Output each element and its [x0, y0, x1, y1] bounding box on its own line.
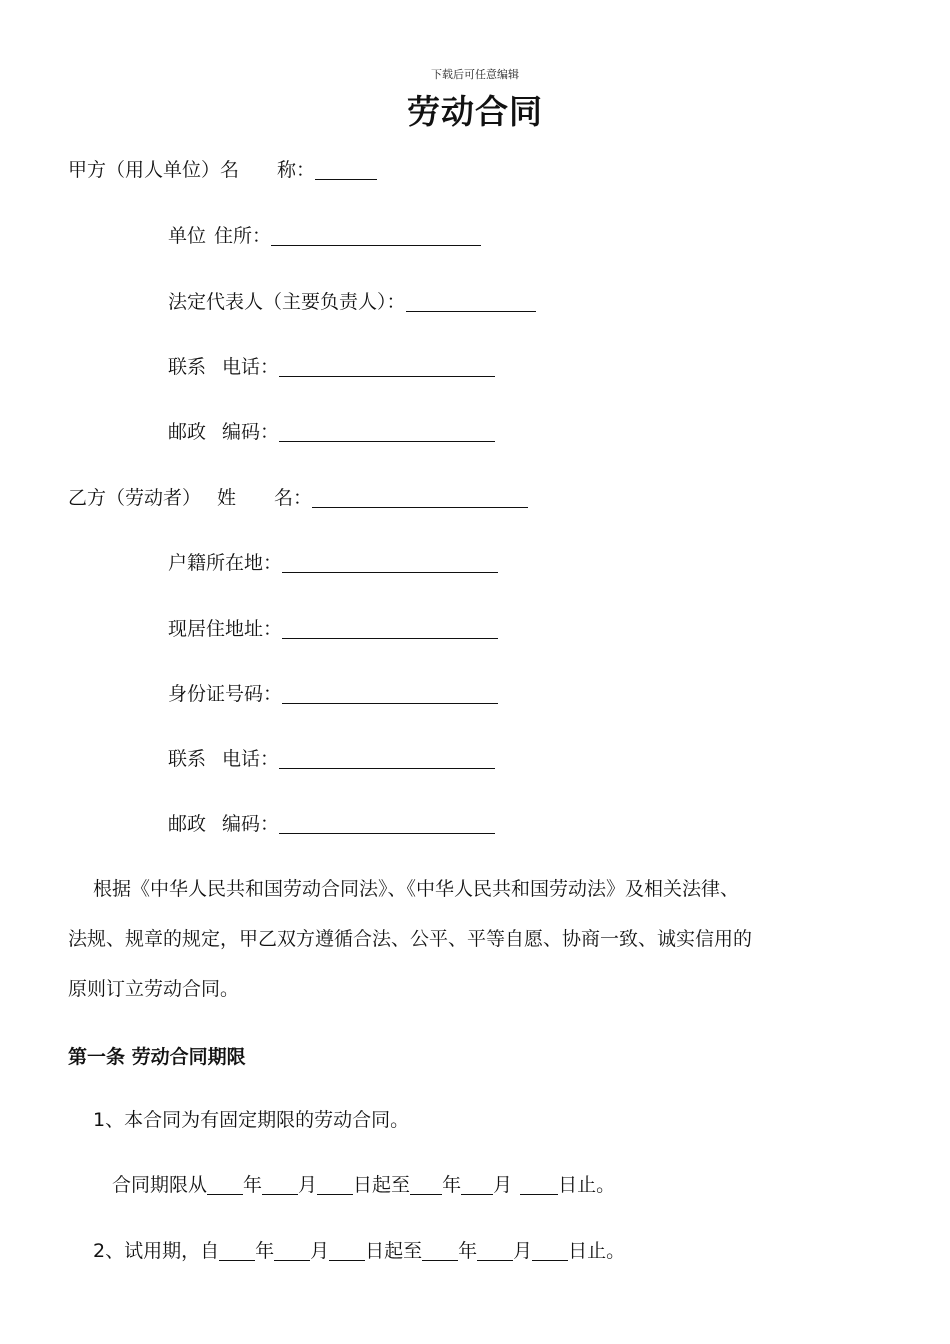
party-a-phone-label-1: 联系 — [168, 356, 207, 378]
probation-year2-label: 年 — [458, 1240, 478, 1262]
party-b-id-row — [168, 682, 498, 706]
probation-month2-label: 月 — [513, 1240, 533, 1262]
party-a-legal-rep-row — [168, 290, 536, 314]
party-b-household-label: 户籍所在地： — [168, 552, 283, 574]
article-1-title: 第一条 劳动合同期限 — [68, 1046, 246, 1068]
contract-end-year-field[interactable] — [410, 1176, 442, 1195]
party-b-residence-field[interactable] — [282, 620, 498, 639]
party-a-heading: 甲方（用人单位）名 — [68, 159, 240, 181]
probation-end-day-field[interactable] — [532, 1242, 568, 1261]
probation-end-year-field[interactable] — [422, 1242, 458, 1261]
party-b-postcode-row — [168, 812, 495, 836]
party-a-legal-rep-label: 法定代表人（主要负责人）： — [168, 291, 406, 313]
preamble-line-1: 根据《中华人民共和国劳动合同法》、《中华人民共和国劳动法》及相关法律、 — [93, 878, 740, 900]
probation-row — [93, 1239, 625, 1263]
party-a-postcode-label-1: 邮政 — [168, 421, 207, 443]
party-b-phone-label-1: 联系 — [168, 748, 207, 770]
contract-year2-label: 年 — [442, 1174, 462, 1196]
party-a-address-field[interactable] — [271, 227, 481, 246]
probation-start-year-field[interactable] — [219, 1242, 255, 1261]
party-b-id-field[interactable] — [282, 685, 498, 704]
party-a-name-label: 称： — [277, 159, 316, 181]
party-a-postcode-field[interactable] — [279, 423, 495, 442]
contract-year-label: 年 — [243, 1174, 263, 1196]
document-title: 劳动合同 — [407, 92, 543, 131]
contract-end-day-field[interactable] — [520, 1176, 558, 1195]
header-note: 下载后可任意编辑 — [431, 68, 519, 81]
probation-end-label: 日止。 — [568, 1240, 626, 1262]
party-b-phone-field[interactable] — [279, 750, 495, 769]
probation-prefix: 2、试用期，自 — [93, 1240, 220, 1262]
party-a-postcode-row — [168, 420, 495, 444]
probation-start-month-field[interactable] — [274, 1242, 310, 1261]
probation-year-label: 年 — [255, 1240, 275, 1262]
party-a-phone-field[interactable] — [279, 358, 495, 377]
party-b-phone-label-2: 电话： — [222, 748, 280, 770]
party-a-address-label-1: 单位 — [168, 225, 207, 247]
article-1-item-1: 1、本合同为有固定期限的劳动合同。 — [93, 1109, 410, 1131]
party-b-heading: 乙方（劳动者） — [68, 487, 202, 509]
party-b-household-field[interactable] — [282, 554, 498, 573]
party-b-household-row — [168, 551, 498, 575]
contract-month-label: 月 — [298, 1174, 318, 1196]
contract-end-month-field[interactable] — [461, 1176, 493, 1195]
party-a-phone-label-2: 电话： — [222, 356, 280, 378]
contract-start-month-field[interactable] — [262, 1176, 298, 1195]
preamble-line-2: 法规、规章的规定，甲乙双方遵循合法、公平、平等自愿、协商一致、诚实信用的 — [68, 928, 753, 950]
party-b-postcode-label-1: 邮政 — [168, 813, 207, 835]
contract-day-start-label: 日起至 — [353, 1174, 411, 1196]
party-a-postcode-label-2: 编码： — [222, 421, 280, 443]
party-b-residence-label: 现居住地址： — [168, 618, 283, 640]
party-a-name-field[interactable] — [315, 161, 377, 180]
party-a-address-label-2: 住所： — [214, 225, 272, 247]
party-b-postcode-field[interactable] — [279, 815, 495, 834]
contract-start-year-field[interactable] — [207, 1176, 243, 1195]
party-a-address-row — [168, 224, 481, 248]
probation-month-label: 月 — [310, 1240, 330, 1262]
party-b-id-label: 身份证号码： — [168, 683, 283, 705]
contract-start-day-field[interactable] — [317, 1176, 353, 1195]
party-b-residence-row — [168, 617, 498, 641]
party-a-name-row — [68, 158, 377, 182]
contract-period-row — [112, 1173, 615, 1197]
party-a-phone-row — [168, 355, 495, 379]
contract-month2-label: 月 — [493, 1174, 513, 1196]
party-b-name-row — [68, 486, 528, 510]
probation-day-start-label: 日起至 — [365, 1240, 423, 1262]
party-b-postcode-label-2: 编码： — [222, 813, 280, 835]
party-b-name-label-1: 姓 — [217, 487, 237, 509]
party-b-name-label-2: 名： — [274, 487, 313, 509]
probation-end-month-field[interactable] — [477, 1242, 513, 1261]
party-a-legal-rep-field[interactable] — [406, 293, 536, 312]
contract-end-label: 日止。 — [558, 1174, 616, 1196]
probation-start-day-field[interactable] — [329, 1242, 365, 1261]
contract-period-prefix: 合同期限从 — [112, 1174, 208, 1196]
party-b-phone-row — [168, 747, 495, 771]
party-b-name-field[interactable] — [312, 489, 528, 508]
preamble-line-3: 原则订立劳动合同。 — [68, 978, 240, 1000]
